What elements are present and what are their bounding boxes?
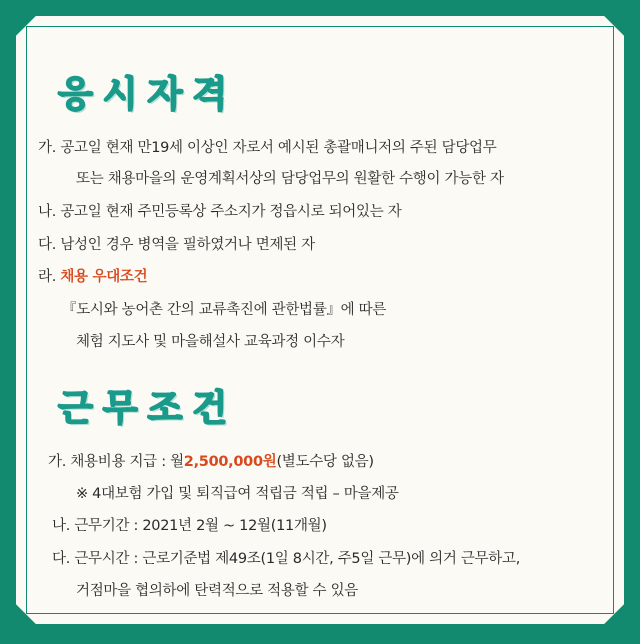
conditions-item-c-cont: 거점마을 협의하에 탄력적으로 적용할 수 있음 xyxy=(76,583,358,599)
eligibility-item-d-law: 『도시와 농어촌 간의 교류촉진에 관한법률』에 따른 xyxy=(62,302,387,318)
conditions-item-b: 나. 근무기간 : 2021년 2월 ~ 12월(11개월) xyxy=(52,518,327,534)
conditions-item-c: 다. 근무시간 : 근로기준법 제49조(1일 8시간, 주5일 근무)에 의거 근무하고, xyxy=(52,551,521,567)
conditions-item-a: 가. 채용비용 지급 : 월2,500,000원(별도수당 없음) xyxy=(48,454,374,470)
eligibility-item-a-cont: 또는 채용마을의 운영계획서상의 담당업무의 원활한 수행이 가능한 자 xyxy=(76,171,504,187)
conditions-item-a-note: ※ 4대보험 가입 및 퇴직급여 적립금 적립 – 마을제공 xyxy=(76,486,399,502)
eligibility-item-a: 가. 공고일 현재 만19세 이상인 자로서 예시된 총괄매니저의 주된 담당업무 xyxy=(38,140,497,156)
section-title-conditions: 근무조건 xyxy=(58,388,238,429)
eligibility-item-b: 나. 공고일 현재 주민등록상 주소지가 정읍시로 되어있는 자 xyxy=(38,204,402,220)
section-title-eligibility: 응시자격 xyxy=(58,74,238,115)
eligibility-item-c: 다. 남성인 경우 병역을 필하였거나 면제된 자 xyxy=(38,237,315,253)
eligibility-item-d: 라. 채용 우대조건 xyxy=(38,269,148,285)
eligibility-item-d-course: 체험 지도사 및 마을해설사 교육과정 이수자 xyxy=(76,334,345,350)
